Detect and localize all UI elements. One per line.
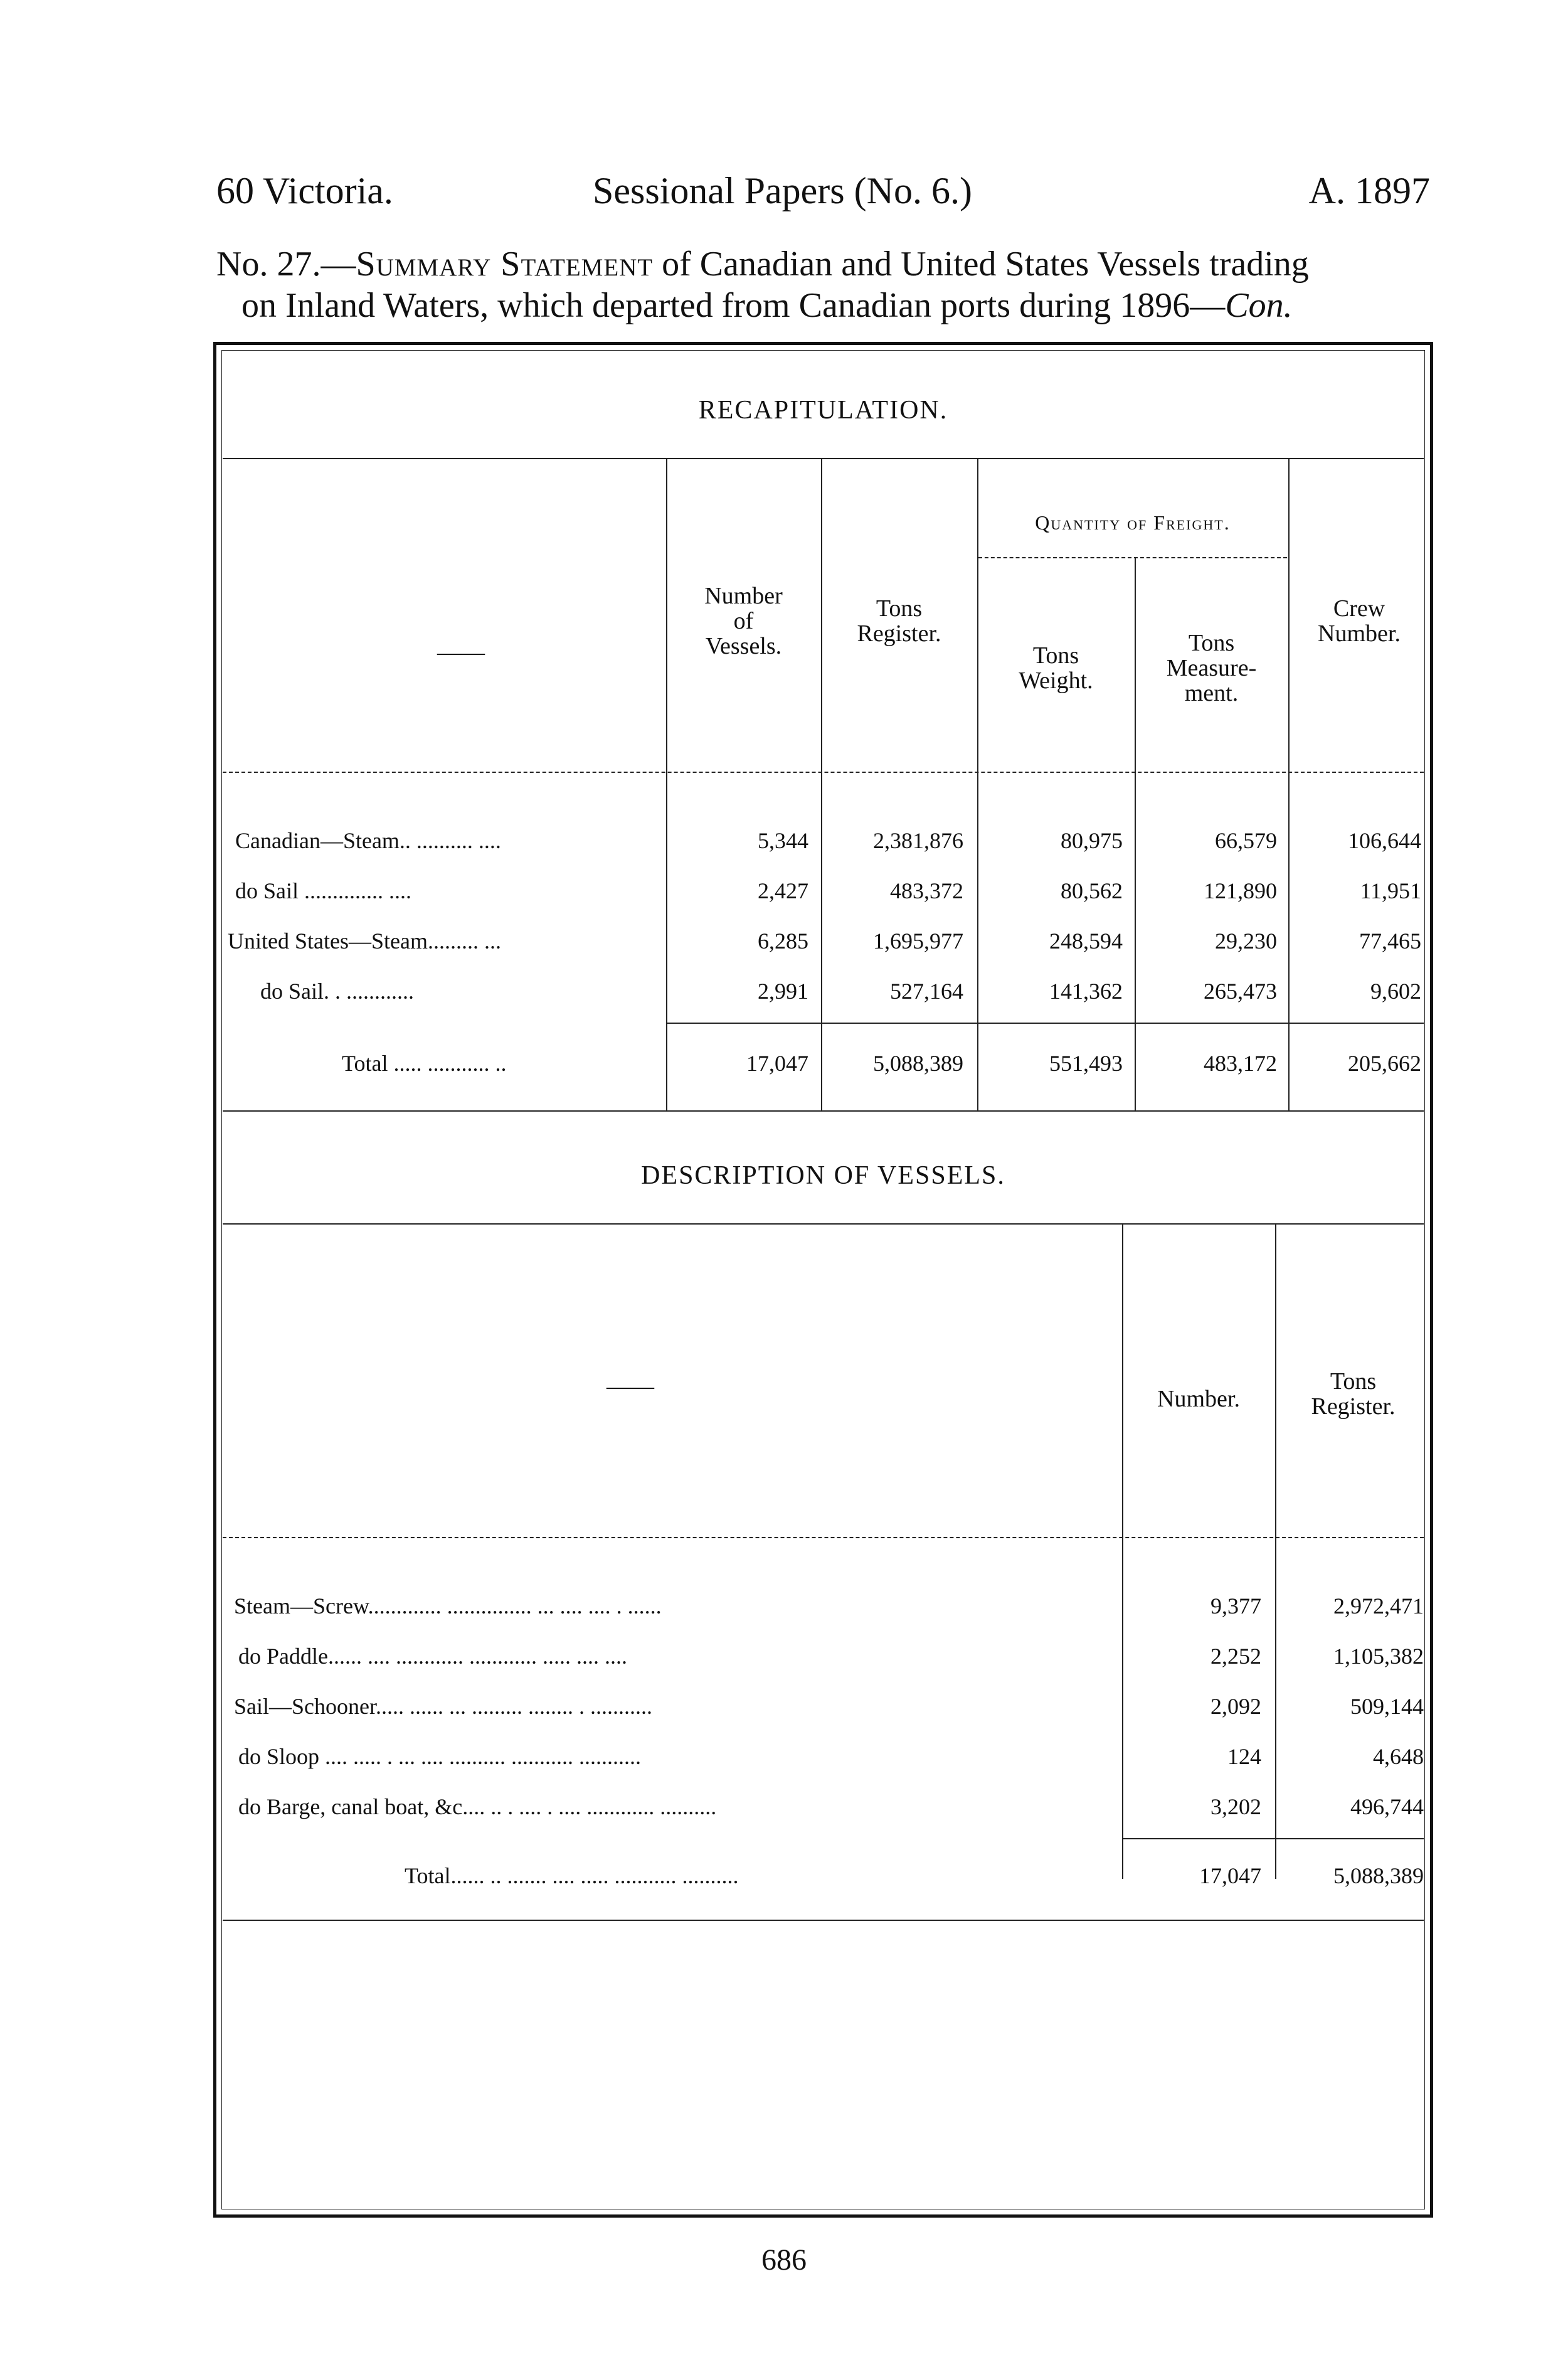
description-total-rule [1123,1838,1424,1839]
caption-title-smallcaps: Summary Statement [356,245,654,284]
description-row-register: 509,144 [1350,1694,1424,1719]
recap-row-register: 483,372 [890,878,963,903]
recap-header-measure-l1: Tons [1188,630,1235,656]
description-row-number: 2,252 [1210,1644,1261,1669]
description-row-label: do Sloop .... ..... . ... .... .......... ........... ........... [238,1744,642,1769]
description-row-register: 1,105,382 [1333,1644,1424,1669]
caption-line2-plain: on Inland Waters, which departed from Canadian ports during 1896— [241,286,1226,325]
recap-header-vessels [667,583,820,659]
recap-row-label: do Sail. . ............ [260,979,415,1004]
recap-total-rule [667,1023,1424,1024]
recap-header-weight-l2: Weight. [1019,667,1093,694]
recap-header-measure-l3: ment. [1184,680,1239,706]
recap-header-measure [1136,630,1287,706]
description-title-rule [223,1223,1424,1225]
recap-row-weight: 141,362 [1049,979,1123,1004]
recap-header-crew-l2: Number. [1318,620,1401,647]
recap-row-label: do Sail .............. .... [235,878,412,903]
recap-row-crew: 106,644 [1348,828,1421,853]
description-row-register: 4,648 [1373,1744,1424,1769]
description-bottom-rule [223,1920,1424,1921]
recap-total-measure: 483,172 [1204,1051,1277,1076]
recap-header-weight-l1: Tons [1032,642,1079,669]
recap-header-vessels-l3: Vessels. [705,633,782,659]
recap-row-weight: 248,594 [1049,928,1123,954]
caption-line-2 [216,285,1436,326]
recap-header-measure-l2: Measure- [1166,655,1257,681]
recap-total-label: Total ..... ........... .. [342,1051,507,1076]
running-head-center: Sessional Papers (No. 6.) [593,170,972,211]
recap-row-vessels: 2,991 [758,979,808,1004]
description-row-register: 496,744 [1350,1794,1424,1819]
recap-title-rule [223,458,1424,459]
recap-stub-dash: —— [437,639,485,666]
recap-row-register: 1,695,977 [873,928,963,954]
recap-header-crew [1290,596,1429,646]
running-head-right: A. 1897 [1308,170,1430,211]
recap-header-register-l2: Register. [857,620,941,647]
recap-group-freight: Quantity of Freight. [1035,511,1231,534]
recap-total-crew: 205,662 [1348,1051,1421,1076]
running-head-left: 60 Victoria. [216,170,393,211]
caption-title-rest: of Canadian and United States Vessels trading [653,245,1309,284]
description-row-label: Steam—Screw............. ............... ... .... .... . ...... [234,1593,662,1619]
recap-row-measure: 29,230 [1215,928,1277,954]
recap-total-weight: 551,493 [1049,1051,1123,1076]
description-total-number: 17,047 [1199,1863,1261,1888]
recap-total-vessels: 17,047 [746,1051,808,1076]
recap-row-vessels: 5,344 [758,828,808,853]
recap-header-vessels-l2: of [733,608,754,634]
running-head [216,169,1430,220]
recap-total-register: 5,088,389 [873,1051,963,1076]
description-title: DESCRIPTION OF VESSELS. [641,1161,1005,1190]
table-frame [213,342,1433,2218]
recap-row-weight: 80,975 [1061,828,1123,853]
recap-header-vessels-l1: Number [704,583,783,609]
recap-row-vessels: 2,427 [758,878,808,903]
recap-header-register [822,596,976,646]
description-col-divider-1 [1122,1223,1123,1879]
recap-bottom-rule [223,1110,1424,1112]
description-header-register-l2: Register. [1311,1393,1396,1420]
description-row-number: 9,377 [1210,1593,1261,1619]
recap-row-measure: 265,473 [1204,979,1277,1004]
page-number: 686 [761,2243,807,2277]
recap-row-crew: 9,602 [1370,979,1421,1004]
description-stub-dash: —— [607,1373,654,1400]
description-row-label: do Barge, canal boat, &c.... .. . .... . .... ............ .......... [238,1794,717,1819]
description-row-number: 3,202 [1210,1794,1261,1819]
recap-row-measure: 121,890 [1204,878,1277,903]
recap-col-divider-3 [977,458,978,1110]
description-row-register: 2,972,471 [1333,1593,1424,1619]
description-row-number: 2,092 [1210,1694,1261,1719]
recap-row-label: United States—Steam......... ... [228,928,501,954]
caption-line-1 [216,243,1436,285]
recap-header-weight [978,643,1133,693]
recap-col-divider-2 [821,458,822,1110]
description-total-register: 5,088,389 [1333,1863,1424,1888]
description-col-divider-2 [1275,1223,1276,1879]
description-header-number: Number. [1157,1386,1240,1412]
description-header-rule [223,1537,1424,1538]
recap-header-register-l1: Tons [876,595,923,622]
recap-row-crew: 77,465 [1359,928,1421,954]
description-row-label: Sail—Schooner..... ...... ... ......... ........ . ........... [234,1694,652,1719]
description-row-label: do Paddle...... .... ............ ............ ..... .... .... [238,1644,627,1669]
recap-row-register: 527,164 [890,979,963,1004]
recap-row-measure: 66,579 [1215,828,1277,853]
recap-col-divider-1 [666,458,667,1110]
recap-row-weight: 80,562 [1061,878,1123,903]
recap-row-vessels: 6,285 [758,928,808,954]
table-caption [216,243,1436,326]
description-total-label: Total...... .. ....... .... ..... ........... .......... [405,1863,739,1888]
recap-row-register: 2,381,876 [873,828,963,853]
description-header-register [1276,1369,1430,1419]
description-row-number: 124 [1227,1744,1261,1769]
recap-header-rule [223,772,1424,773]
recap-col-divider-5 [1288,458,1290,1110]
recap-title: RECAPITULATION. [698,396,948,425]
recap-row-label: Canadian—Steam.. .......... .... [235,828,501,853]
description-header-register-l1: Tons [1330,1368,1377,1395]
recap-row-crew: 11,951 [1360,878,1421,903]
recap-group-rule [978,557,1287,558]
recap-header-crew-l1: Crew [1333,595,1385,622]
caption-line2-italic: Con. [1225,286,1293,325]
caption-number: No. 27.— [216,245,356,284]
